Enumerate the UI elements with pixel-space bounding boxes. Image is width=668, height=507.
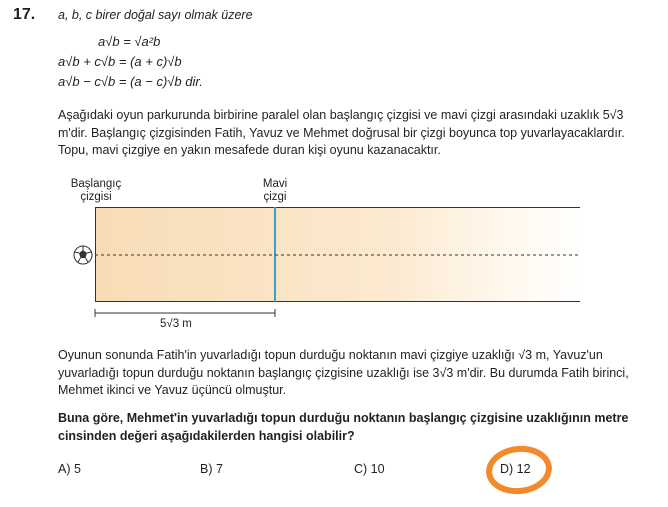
choice-b[interactable]: B) 7: [200, 462, 223, 476]
choice-c[interactable]: C) 10: [354, 462, 385, 476]
question-intro: a, b, c birer doğal sayı olmak üzere: [58, 8, 253, 22]
ball-icon: [74, 246, 92, 264]
distance-label: 5√3 m: [160, 318, 192, 330]
question-text: Buna göre, Mehmet'in yuvarladığı topun durduğu noktanın başlangıç çizgisine uzaklığının metre cinsinden değeri aşağıdakilerden hangisi olabilir?: [58, 411, 629, 443]
choice-d[interactable]: D) 12: [500, 462, 531, 476]
paragraph-2: Oyunun sonunda Fatih'in yuvarladığı topun durduğu noktanın mavi çizgiye uzaklığı √3 m, Yavuz'un yuvarladığı topun durduğu noktanın başlangıç çizgisine uzaklığı ise 3√3 m'dir. Bu durumda Fatih birinci, Mehmet ikinci ve Yavuz üçüncü olmuştur.: [58, 348, 629, 397]
blue-line-label-2: çizgi: [263, 191, 287, 203]
start-line-label-2: çizgisi: [80, 191, 112, 203]
paragraph-1: Aşağıdaki oyun parkurunda birbirine paralel olan başlangıç çizgisi ve mavi çizgi arasındaki uzaklık 5√3 m'dir. Başlangıç çizgisinden Fatih, Yavuz ve Mehmet doğrusal bir çizgi boyunca top yuvarlayacaklardır. Topu, mavi çizgiye en yakın mesafede duran kişi oyunu kazanacaktır.: [58, 108, 625, 157]
question-number: 17.: [13, 6, 36, 23]
start-line-label-1: Başlangıç: [70, 178, 122, 190]
blue-line-label-1: Mavi: [262, 178, 288, 190]
formula-1: a√b = √a²b: [98, 34, 161, 49]
choice-a[interactable]: A) 5: [58, 462, 81, 476]
formula-2: a√b + c√b = (a + c)√b: [58, 54, 182, 69]
formula-3: a√b − c√b = (a − c)√b dir.: [58, 74, 203, 89]
